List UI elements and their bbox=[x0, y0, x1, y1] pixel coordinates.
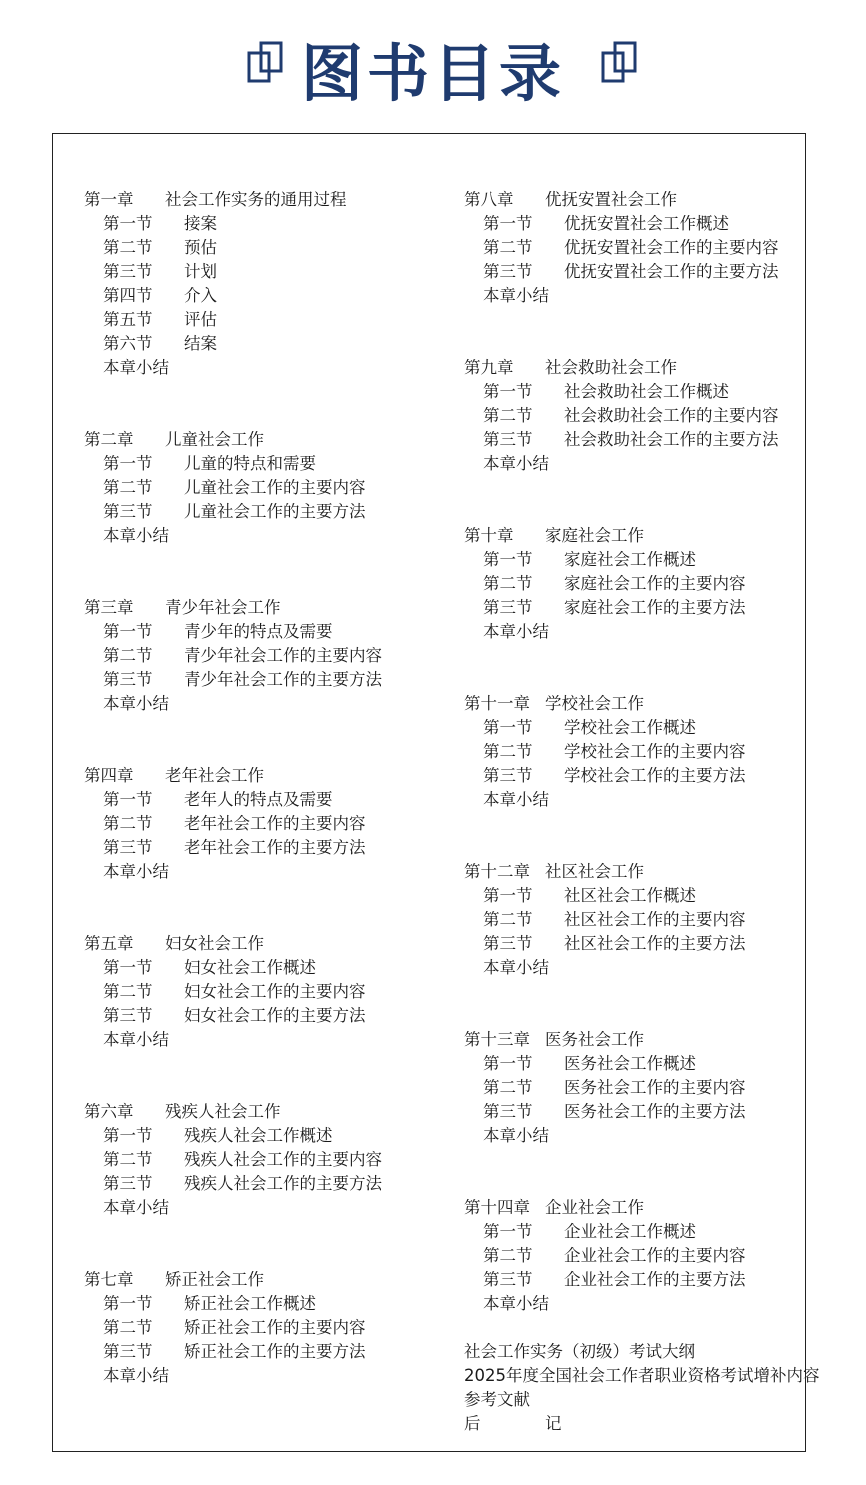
chapter-title: 社会工作实务的通用过程 bbox=[165, 190, 347, 209]
afterword-part-b: 记 bbox=[545, 1414, 562, 1433]
section-item[interactable] bbox=[84, 1340, 454, 1364]
chapter-number: 第六章 bbox=[84, 1102, 134, 1121]
section-item[interactable] bbox=[464, 884, 804, 908]
chapter-summary-item[interactable]: 本章小结 bbox=[483, 454, 549, 473]
section-title: 儿童的特点和需要 bbox=[184, 454, 316, 473]
section-number: 第一节 bbox=[103, 958, 153, 977]
section-number: 第三节 bbox=[103, 262, 153, 281]
section-title: 残疾人社会工作的主要方法 bbox=[184, 1174, 382, 1193]
chapter-title: 优抚安置社会工作 bbox=[545, 190, 677, 209]
chapter-spacer bbox=[464, 980, 804, 1028]
chapter-heading[interactable] bbox=[84, 1268, 454, 1292]
section-item[interactable] bbox=[464, 740, 804, 764]
section-title: 老年社会工作的主要方法 bbox=[184, 838, 366, 857]
section-number: 第二节 bbox=[103, 1318, 153, 1337]
chapter-number: 第十二章 bbox=[464, 862, 530, 881]
chapter-block bbox=[84, 1100, 454, 1220]
chapter-title: 妇女社会工作 bbox=[165, 934, 264, 953]
section-title: 社区社会工作概述 bbox=[564, 886, 696, 905]
section-item[interactable] bbox=[464, 1100, 804, 1124]
chapter-title: 家庭社会工作 bbox=[545, 526, 644, 545]
section-number: 第三节 bbox=[483, 1270, 533, 1289]
section-title: 青少年的特点及需要 bbox=[184, 622, 333, 641]
chapter-number: 第十四章 bbox=[464, 1198, 530, 1217]
page-title: 图书目录 bbox=[300, 37, 565, 110]
section-item[interactable] bbox=[84, 1004, 454, 1028]
section-title: 社会救助社会工作概述 bbox=[564, 382, 729, 401]
section-item[interactable] bbox=[84, 668, 454, 692]
section-number: 第一节 bbox=[103, 622, 153, 641]
section-number: 第三节 bbox=[483, 598, 533, 617]
section-item[interactable] bbox=[84, 788, 454, 812]
afterword-part-a: 后 bbox=[464, 1414, 481, 1433]
chapter-block bbox=[464, 1196, 804, 1316]
section-title: 残疾人社会工作的主要内容 bbox=[184, 1150, 382, 1169]
section-title: 老年社会工作的主要内容 bbox=[184, 814, 366, 833]
section-item[interactable] bbox=[464, 716, 804, 740]
section-title: 企业社会工作的主要内容 bbox=[564, 1246, 746, 1265]
section-item[interactable] bbox=[84, 284, 454, 308]
right-column bbox=[464, 188, 820, 1436]
section-item[interactable] bbox=[464, 932, 804, 956]
chapter-title: 社会救助社会工作 bbox=[545, 358, 677, 377]
chapter-number: 第五章 bbox=[84, 934, 134, 953]
chapter-heading[interactable] bbox=[464, 692, 804, 716]
section-item[interactable] bbox=[464, 548, 804, 572]
section-title: 妇女社会工作的主要方法 bbox=[184, 1006, 366, 1025]
section-title: 医务社会工作概述 bbox=[564, 1054, 696, 1073]
chapter-block bbox=[464, 692, 804, 812]
chapter-title: 社区社会工作 bbox=[545, 862, 644, 881]
section-number: 第一节 bbox=[483, 718, 533, 737]
chapter-number: 第十章 bbox=[464, 526, 514, 545]
chapter-number: 第七章 bbox=[84, 1270, 134, 1289]
chapter-heading[interactable] bbox=[84, 188, 454, 212]
chapter-title: 企业社会工作 bbox=[545, 1198, 644, 1217]
section-title: 优抚安置社会工作的主要内容 bbox=[564, 238, 779, 257]
chapter-block bbox=[464, 1028, 804, 1148]
chapter-heading[interactable] bbox=[464, 524, 804, 548]
section-number: 第一节 bbox=[483, 214, 533, 233]
section-item[interactable] bbox=[84, 812, 454, 836]
section-title: 社会救助社会工作的主要方法 bbox=[564, 430, 779, 449]
chapter-number: 第十一章 bbox=[464, 694, 530, 713]
section-number: 第一节 bbox=[483, 550, 533, 569]
section-item[interactable] bbox=[84, 956, 454, 980]
chapter-summary-item[interactable]: 本章小结 bbox=[103, 1198, 169, 1217]
chapter-summary-item[interactable]: 本章小结 bbox=[483, 286, 549, 305]
section-number: 第二节 bbox=[483, 238, 533, 257]
section-item[interactable] bbox=[84, 1316, 454, 1340]
section-number: 第一节 bbox=[483, 1222, 533, 1241]
section-title: 青少年社会工作的主要方法 bbox=[184, 670, 382, 689]
section-number: 第一节 bbox=[483, 886, 533, 905]
section-title: 结案 bbox=[184, 334, 217, 353]
section-number: 第一节 bbox=[103, 454, 153, 473]
chapter-spacer bbox=[84, 1052, 454, 1100]
section-item[interactable] bbox=[464, 380, 804, 404]
references-item[interactable]: 参考文献 bbox=[464, 1390, 530, 1409]
section-item[interactable] bbox=[84, 1172, 454, 1196]
section-item[interactable] bbox=[84, 1124, 454, 1148]
chapter-title: 学校社会工作 bbox=[545, 694, 644, 713]
section-item[interactable] bbox=[84, 452, 454, 476]
left-column bbox=[84, 188, 454, 1388]
section-item[interactable] bbox=[84, 212, 454, 236]
chapter-block bbox=[464, 188, 804, 308]
chapter-spacer bbox=[464, 812, 804, 860]
section-number: 第二节 bbox=[483, 742, 533, 761]
section-item[interactable] bbox=[84, 836, 454, 860]
header bbox=[0, 0, 866, 125]
chapter-block bbox=[84, 932, 454, 1052]
chapter-summary-item[interactable]: 本章小结 bbox=[103, 1030, 169, 1049]
section-item[interactable] bbox=[464, 596, 804, 620]
chapter-title: 儿童社会工作 bbox=[165, 430, 264, 449]
section-item[interactable] bbox=[84, 644, 454, 668]
section-item[interactable] bbox=[84, 260, 454, 284]
chapter-number: 第九章 bbox=[464, 358, 514, 377]
chapter-block bbox=[84, 188, 454, 380]
section-item[interactable] bbox=[464, 572, 804, 596]
chapter-summary-item[interactable]: 本章小结 bbox=[103, 694, 169, 713]
section-number: 第二节 bbox=[103, 478, 153, 497]
supplement-item[interactable]: 2025年度全国社会工作者职业资格考试增补内容 bbox=[464, 1366, 820, 1385]
section-number: 第二节 bbox=[483, 1078, 533, 1097]
chapter-spacer bbox=[464, 644, 804, 692]
chapter-summary-item[interactable]: 本章小结 bbox=[483, 622, 549, 641]
section-number: 第四节 bbox=[103, 286, 153, 305]
chapter-heading[interactable] bbox=[84, 1100, 454, 1124]
chapter-spacer bbox=[464, 1148, 804, 1196]
chapter-block bbox=[84, 596, 454, 716]
chapter-summary-item[interactable]: 本章小结 bbox=[483, 790, 549, 809]
section-item[interactable] bbox=[84, 236, 454, 260]
section-number: 第三节 bbox=[103, 838, 153, 857]
section-number: 第一节 bbox=[103, 1126, 153, 1145]
chapter-number: 第二章 bbox=[84, 430, 134, 449]
chapter-heading[interactable] bbox=[464, 860, 804, 884]
section-title: 家庭社会工作概述 bbox=[564, 550, 696, 569]
decorative-frame-icon bbox=[600, 40, 640, 92]
section-item[interactable] bbox=[464, 1052, 804, 1076]
section-item[interactable] bbox=[84, 980, 454, 1004]
appendix bbox=[464, 1340, 820, 1436]
chapter-heading[interactable] bbox=[84, 596, 454, 620]
section-title: 家庭社会工作的主要方法 bbox=[564, 598, 746, 617]
section-number: 第三节 bbox=[103, 670, 153, 689]
section-title: 妇女社会工作的主要内容 bbox=[184, 982, 366, 1001]
chapter-spacer bbox=[464, 308, 804, 356]
section-item[interactable] bbox=[464, 1268, 804, 1292]
section-number: 第二节 bbox=[103, 238, 153, 257]
chapter-block bbox=[84, 428, 454, 548]
chapter-number: 第一章 bbox=[84, 190, 134, 209]
chapter-heading[interactable] bbox=[464, 356, 804, 380]
section-number: 第三节 bbox=[483, 766, 533, 785]
section-number: 第三节 bbox=[483, 1102, 533, 1121]
section-number: 第一节 bbox=[103, 214, 153, 233]
section-item[interactable] bbox=[84, 500, 454, 524]
chapter-block bbox=[84, 764, 454, 884]
chapter-spacer bbox=[84, 548, 454, 596]
chapter-block bbox=[84, 1268, 454, 1388]
chapter-spacer bbox=[84, 1220, 454, 1268]
section-number: 第一节 bbox=[483, 1054, 533, 1073]
chapter-summary-item[interactable]: 本章小结 bbox=[103, 526, 169, 545]
section-title: 社会救助社会工作的主要内容 bbox=[564, 406, 779, 425]
section-number: 第三节 bbox=[103, 1174, 153, 1193]
section-number: 第二节 bbox=[103, 814, 153, 833]
section-item[interactable] bbox=[464, 1244, 804, 1268]
section-number: 第六节 bbox=[103, 334, 153, 353]
section-title: 学校社会工作概述 bbox=[564, 718, 696, 737]
section-title: 儿童社会工作的主要内容 bbox=[184, 478, 366, 497]
chapter-spacer bbox=[84, 884, 454, 932]
chapter-heading[interactable] bbox=[84, 764, 454, 788]
section-number: 第二节 bbox=[483, 406, 533, 425]
section-number: 第三节 bbox=[483, 262, 533, 281]
section-number: 第二节 bbox=[103, 646, 153, 665]
section-number: 第二节 bbox=[483, 910, 533, 929]
chapter-heading[interactable] bbox=[84, 428, 454, 452]
section-title: 矫正社会工作的主要方法 bbox=[184, 1342, 366, 1361]
section-number: 第一节 bbox=[103, 1294, 153, 1313]
section-item[interactable] bbox=[84, 332, 454, 356]
section-title: 接案 bbox=[184, 214, 217, 233]
section-number: 第一节 bbox=[483, 382, 533, 401]
section-title: 妇女社会工作概述 bbox=[184, 958, 316, 977]
chapter-spacer bbox=[84, 380, 454, 428]
section-title: 企业社会工作概述 bbox=[564, 1222, 696, 1241]
section-title: 医务社会工作的主要内容 bbox=[564, 1078, 746, 1097]
chapter-title: 医务社会工作 bbox=[545, 1030, 644, 1049]
chapter-summary-item[interactable]: 本章小结 bbox=[103, 358, 169, 377]
section-number: 第三节 bbox=[103, 1006, 153, 1025]
section-title: 评估 bbox=[184, 310, 217, 329]
section-number: 第三节 bbox=[483, 430, 533, 449]
section-item[interactable] bbox=[84, 476, 454, 500]
chapter-block bbox=[464, 356, 804, 476]
section-number: 第二节 bbox=[103, 1150, 153, 1169]
section-title: 优抚安置社会工作概述 bbox=[564, 214, 729, 233]
section-title: 预估 bbox=[184, 238, 217, 257]
chapter-summary-item[interactable]: 本章小结 bbox=[483, 1294, 549, 1313]
chapter-number: 第三章 bbox=[84, 598, 134, 617]
section-item[interactable] bbox=[464, 404, 804, 428]
section-title: 老年人的特点及需要 bbox=[184, 790, 333, 809]
section-title: 家庭社会工作的主要内容 bbox=[564, 574, 746, 593]
section-title: 企业社会工作的主要方法 bbox=[564, 1270, 746, 1289]
section-item[interactable] bbox=[464, 212, 804, 236]
section-item[interactable] bbox=[84, 620, 454, 644]
section-number: 第二节 bbox=[483, 1246, 533, 1265]
section-title: 介入 bbox=[184, 286, 217, 305]
section-number: 第三节 bbox=[103, 1342, 153, 1361]
chapter-summary-item[interactable]: 本章小结 bbox=[483, 958, 549, 977]
section-number: 第三节 bbox=[103, 502, 153, 521]
section-number: 第一节 bbox=[103, 790, 153, 809]
section-item[interactable] bbox=[464, 1220, 804, 1244]
section-item[interactable] bbox=[464, 1076, 804, 1100]
spacer bbox=[464, 1316, 804, 1340]
chapter-summary-item[interactable]: 本章小结 bbox=[483, 1126, 549, 1145]
chapter-block bbox=[464, 524, 804, 644]
section-title: 儿童社会工作的主要方法 bbox=[184, 502, 366, 521]
section-item[interactable] bbox=[84, 1292, 454, 1316]
chapter-number: 第十三章 bbox=[464, 1030, 530, 1049]
chapter-number: 第四章 bbox=[84, 766, 134, 785]
section-title: 学校社会工作的主要内容 bbox=[564, 742, 746, 761]
chapter-heading[interactable] bbox=[464, 1196, 804, 1220]
section-item[interactable] bbox=[464, 764, 804, 788]
chapter-spacer bbox=[84, 716, 454, 764]
chapter-summary-item[interactable]: 本章小结 bbox=[103, 862, 169, 881]
section-title: 医务社会工作的主要方法 bbox=[564, 1102, 746, 1121]
section-title: 优抚安置社会工作的主要方法 bbox=[564, 262, 779, 281]
section-number: 第二节 bbox=[483, 574, 533, 593]
chapter-heading[interactable] bbox=[464, 1028, 804, 1052]
chapter-heading[interactable] bbox=[84, 932, 454, 956]
section-item[interactable] bbox=[464, 428, 804, 452]
section-item[interactable] bbox=[84, 1148, 454, 1172]
exam-outline-item[interactable]: 社会工作实务（初级）考试大纲 bbox=[464, 1342, 695, 1361]
section-title: 矫正社会工作的主要内容 bbox=[184, 1318, 366, 1337]
chapter-title: 青少年社会工作 bbox=[165, 598, 281, 617]
section-title: 社区社会工作的主要内容 bbox=[564, 910, 746, 929]
section-item[interactable] bbox=[464, 260, 804, 284]
chapter-spacer bbox=[464, 476, 804, 524]
section-title: 计划 bbox=[184, 262, 217, 281]
section-number: 第三节 bbox=[483, 934, 533, 953]
section-title: 残疾人社会工作概述 bbox=[184, 1126, 333, 1145]
section-number: 第五节 bbox=[103, 310, 153, 329]
section-title: 社区社会工作的主要方法 bbox=[564, 934, 746, 953]
chapter-title: 矫正社会工作 bbox=[165, 1270, 264, 1289]
section-title: 青少年社会工作的主要内容 bbox=[184, 646, 382, 665]
section-number: 第二节 bbox=[103, 982, 153, 1001]
chapter-number: 第八章 bbox=[464, 190, 514, 209]
section-item[interactable] bbox=[464, 908, 804, 932]
chapter-heading[interactable] bbox=[464, 188, 804, 212]
afterword-item[interactable] bbox=[464, 1412, 804, 1436]
chapter-title: 残疾人社会工作 bbox=[165, 1102, 281, 1121]
chapter-summary-item[interactable]: 本章小结 bbox=[103, 1366, 169, 1385]
section-title: 矫正社会工作概述 bbox=[184, 1294, 316, 1313]
section-item[interactable] bbox=[84, 308, 454, 332]
section-item[interactable] bbox=[464, 236, 804, 260]
chapter-title: 老年社会工作 bbox=[165, 766, 264, 785]
section-title: 学校社会工作的主要方法 bbox=[564, 766, 746, 785]
chapter-block bbox=[464, 860, 804, 980]
